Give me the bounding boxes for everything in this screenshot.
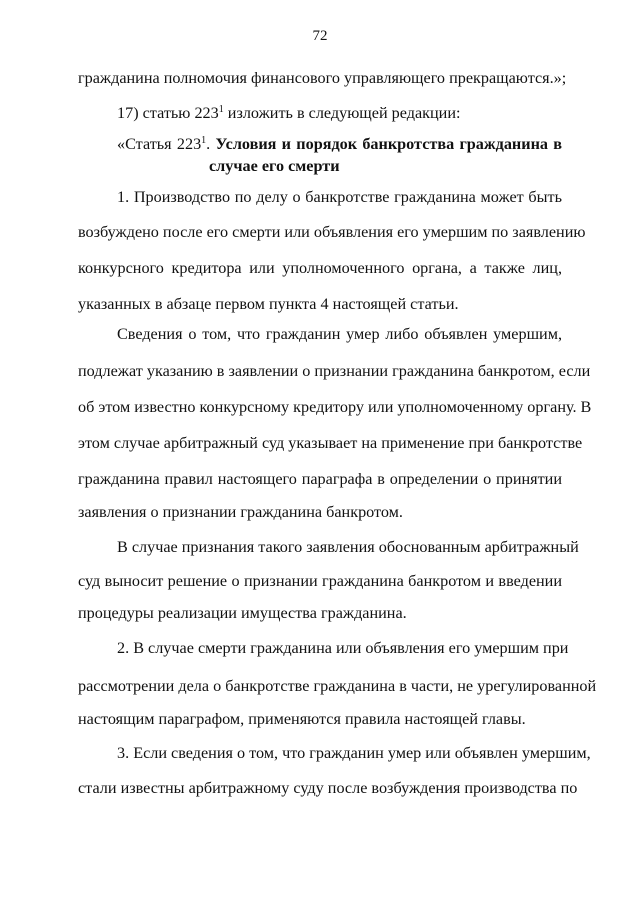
paragraph-1-line-2: возбуждено после его смерти или объявления его умершим по заявлению	[78, 223, 586, 241]
item-17	[117, 103, 461, 123]
paragraph-1-line-3: конкурсного кредитора или уполномоченного органа, а также лиц,	[78, 259, 562, 277]
paragraph-2-line-4: этом случае арбитражный суд указывает на применение при банкротстве	[78, 434, 583, 452]
paragraph-2-line-2: подлежат указанию в заявлении о признании гражданина банкротом, если	[78, 362, 591, 380]
paragraph-1-line-1: 1. Производство по делу о банкротстве гражданина может быть	[117, 188, 562, 206]
intro-line: гражданина полномочия финансового управляющего прекращаются.»;	[78, 69, 567, 87]
article-title: Условия и порядок банкротства гражданина в	[215, 135, 562, 153]
paragraph-5-line-1: 3. Если сведения о том, что гражданин умер или объявлен умершим,	[117, 744, 591, 762]
article-number: «Статья $223^1$.	[117, 135, 216, 153]
page-number: 72	[312, 28, 328, 44]
item-17-suffix: изложить в следующей редакции:	[223, 104, 461, 122]
paragraph-1-line-4: указанных в абзаце первом пункта 4 настоящей статьи.	[78, 295, 459, 313]
paragraph-3-line-2: суд выносит решение о признании гражданина банкротом и введении	[78, 572, 562, 590]
article-heading	[117, 134, 562, 176]
item-17-prefix: 17) статью 223	[117, 104, 219, 122]
article-title-line-2: случае его смерти	[209, 157, 340, 175]
paragraph-4-line-2: рассмотрении дела о банкротстве гражданина в части, не урегулированной	[78, 677, 597, 695]
paragraph-2-line-5: гражданина правил настоящего параграфа в определении о принятии	[78, 470, 562, 488]
paragraph-3-line-1: В случае признания такого заявления обоснованным арбитражный	[117, 538, 579, 556]
article-heading-line-1	[117, 134, 562, 154]
paragraph-2-line-6: заявления о признании гражданина банкротом.	[78, 503, 403, 521]
paragraph-5-line-2: стали известны арбитражному суду после возбуждения производства по	[78, 779, 578, 797]
item-17-superscript: 1	[218, 104, 224, 115]
paragraph-3-line-3: процедуры реализации имущества гражданина.	[78, 604, 407, 622]
paragraph-2-line-3: об этом известно конкурсному кредитору или уполномоченному органу. В	[78, 398, 592, 416]
paragraph-4-line-3: настоящим параграфом, применяются правила настоящей главы.	[78, 710, 526, 728]
paragraph-4-line-1: 2. В случае смерти гражданина или объявления его умершим при	[117, 639, 569, 657]
paragraph-2-line-1: Сведения о том, что гражданин умер либо объявлен умершим,	[117, 325, 562, 343]
